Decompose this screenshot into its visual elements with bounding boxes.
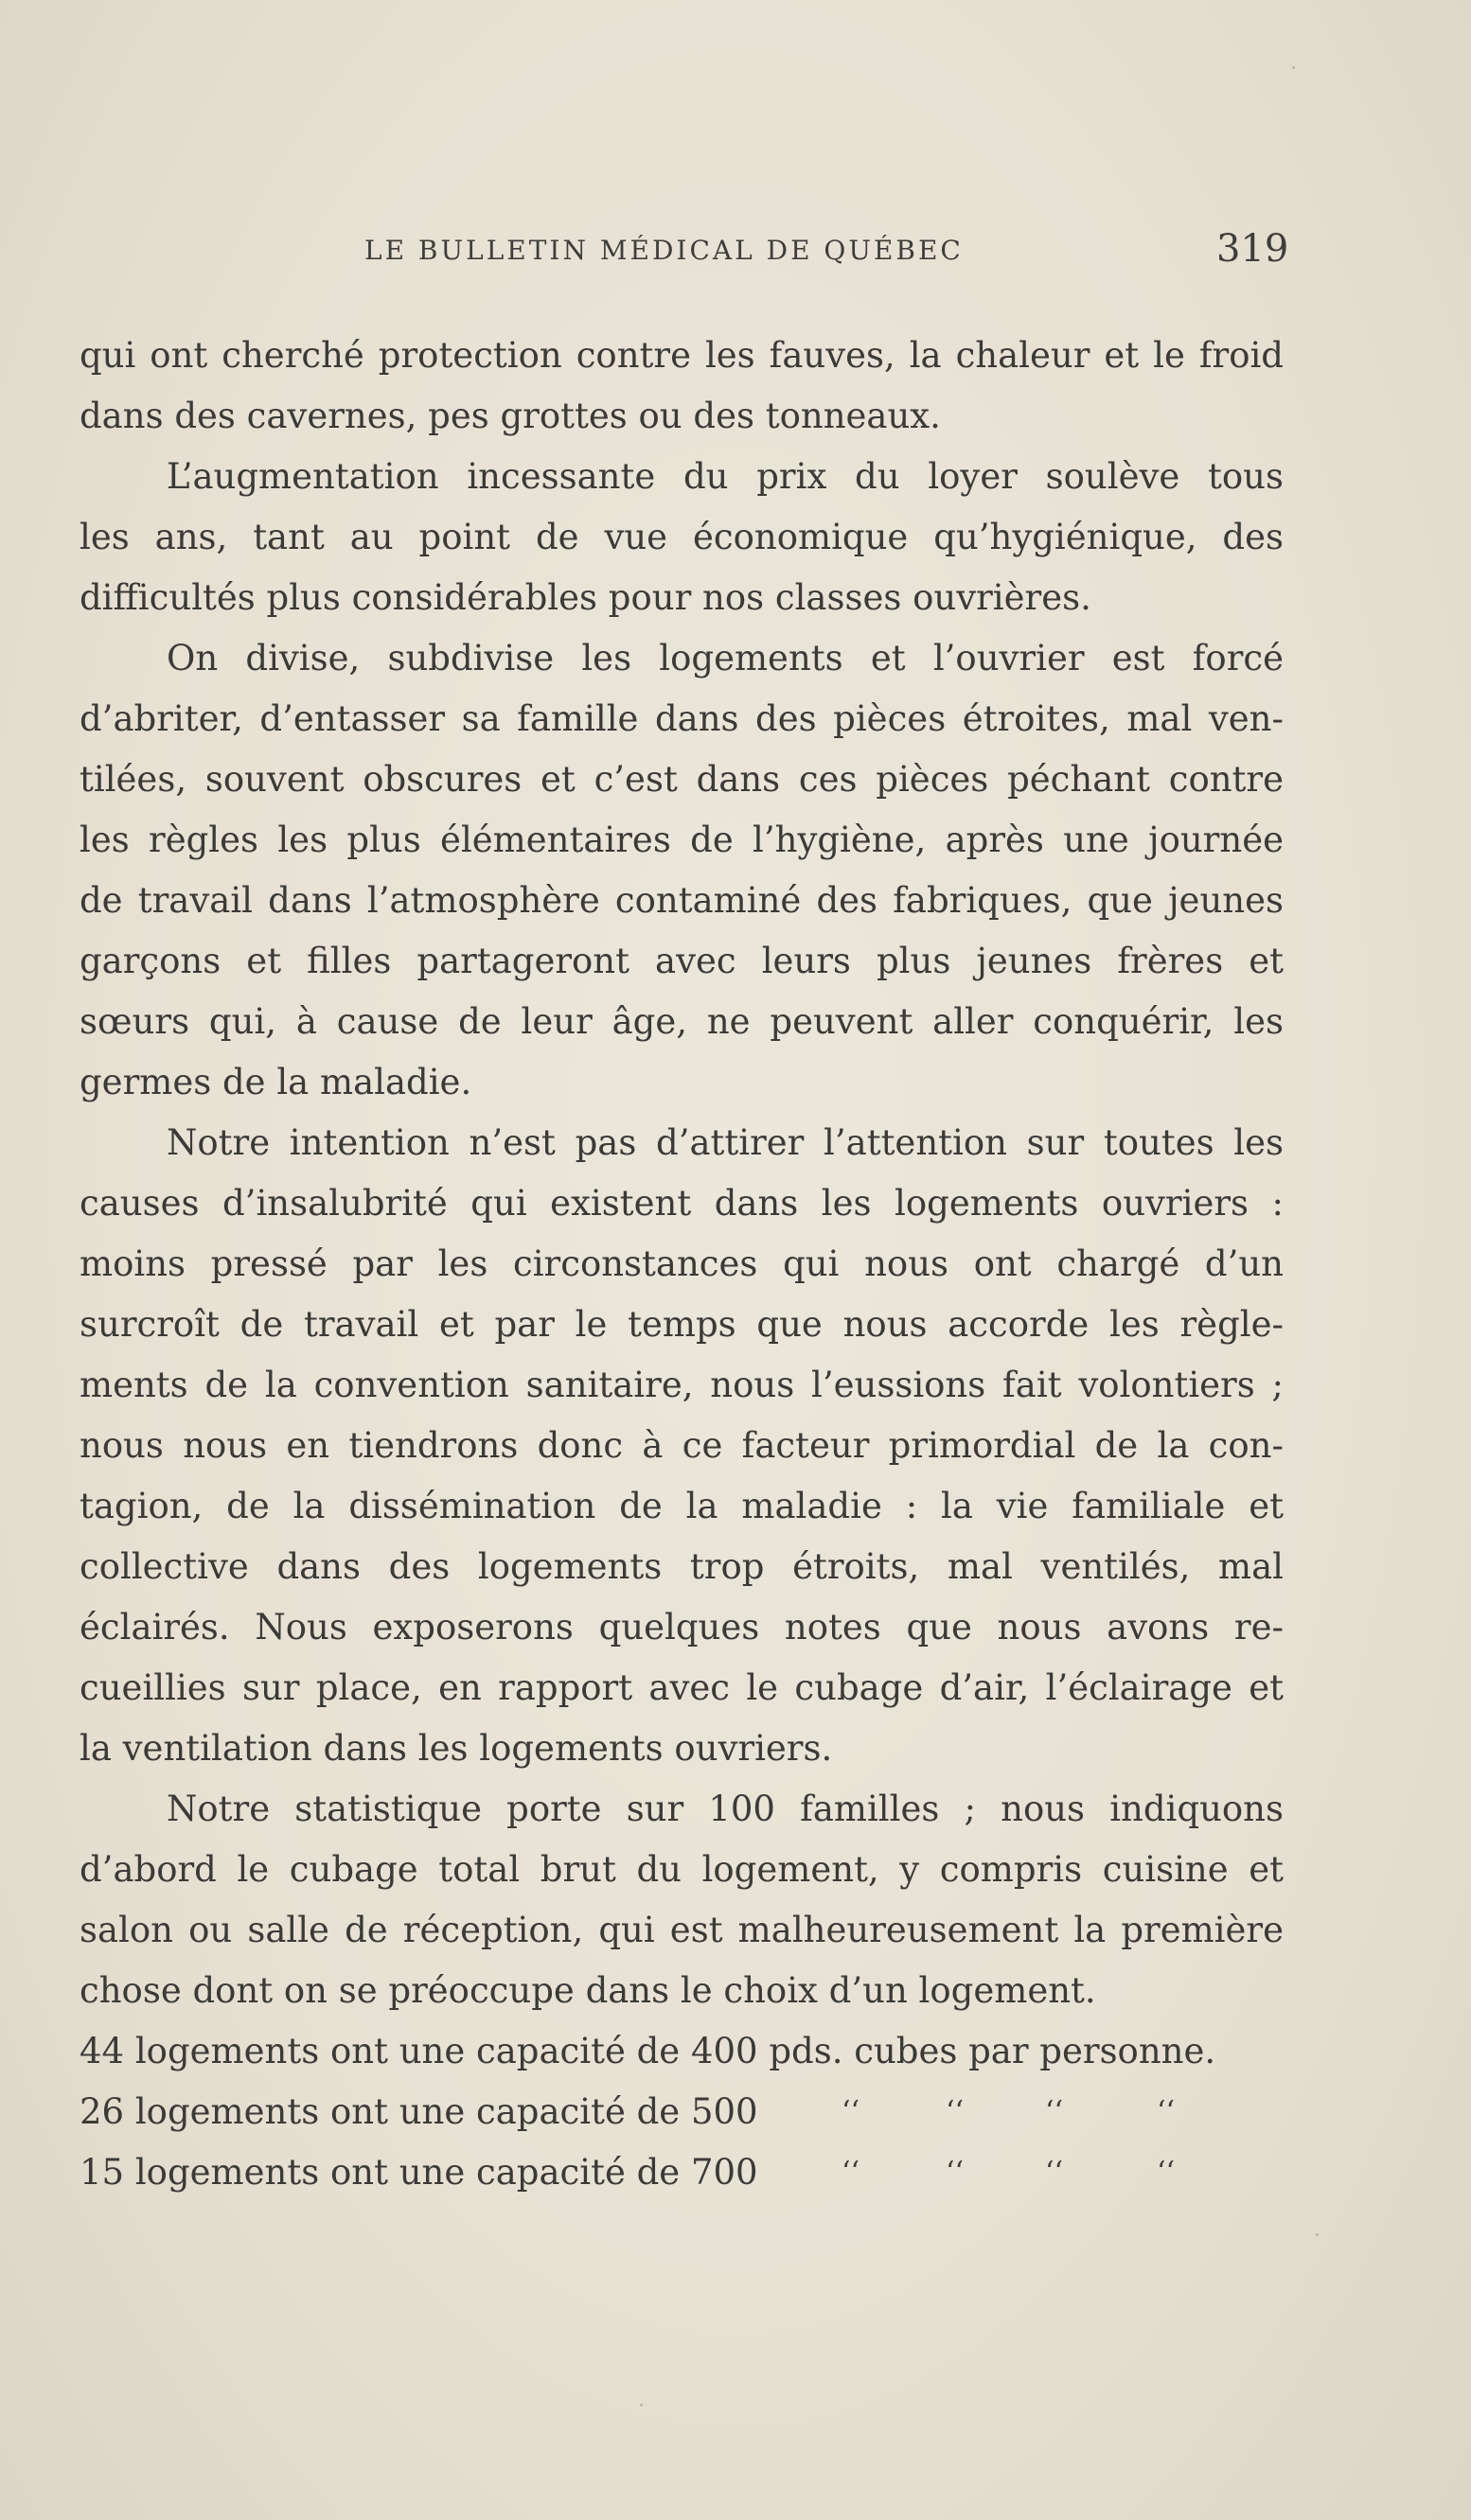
paper-speck [640, 2404, 643, 2406]
ditto-mark: ‘‘ [1045, 2156, 1064, 2189]
ditto-mark: ‘‘ [842, 2095, 860, 2128]
text-line: Notre intention n’est pas d’attirer l’attention sur toutes les [167, 1122, 1284, 1163]
text-line: germes de la maladie. [80, 1062, 472, 1102]
text-line: tagion, de la dissémination de la maladie : la vie familiale et [80, 1486, 1284, 1526]
text-line: collective dans des logements trop étroits, mal ventilés, mal [80, 1546, 1284, 1587]
text-line: les règles les plus élémentaires de l’hygiène, après une journée [80, 819, 1284, 860]
capacity-row-text: 26 logements ont une capacité de 500 [80, 2091, 758, 2132]
capacity-row-text: 15 logements ont une capacité de 700 [80, 2152, 758, 2193]
ditto-mark: ‘‘ [1045, 2095, 1064, 2128]
text-line: salon ou salle de réception, qui est malheureusement la première [80, 1910, 1284, 1950]
text-line: causes d’insalubrité qui existent dans les logements ouvriers : [80, 1183, 1284, 1224]
text-line: dans des cavernes, pes grottes ou des tonneaux. [80, 396, 941, 436]
text-line: la ventilation dans les logements ouvriers. [80, 1728, 833, 1769]
body-text [80, 326, 1284, 2203]
text-line: d’abord le cubage total brut du logement, y compris cuisine et [80, 1849, 1284, 1890]
capacity-row [80, 2082, 1284, 2142]
page-number: 319 [1216, 227, 1289, 271]
capacity-row-text: 44 logements ont une capacité de 400 pds. cubes par personne. [80, 2031, 1216, 2071]
text-line: de travail dans l’atmosphère contaminé des fabriques, que jeunes [80, 880, 1284, 921]
ditto-mark: ‘‘ [1157, 2156, 1176, 2189]
text-line: surcroît de travail et par le temps que nous accorde les règle- [80, 1304, 1284, 1345]
text-line: les ans, tant au point de vue économique qu’hygiénique, des [80, 517, 1284, 557]
text-line: difficultés plus considérables pour nos classes ouvrières. [80, 577, 1091, 618]
text-line: d’abriter, d’entasser sa famille dans des pièces étroites, mal ven- [80, 698, 1284, 739]
ditto-mark: ‘‘ [842, 2156, 860, 2189]
text-line: L’augmentation incessante du prix du loyer soulève tous [167, 456, 1284, 497]
text-line: nous nous en tiendrons donc à ce facteur primordial de la con- [80, 1425, 1284, 1466]
text-line: ments de la convention sanitaire, nous l’eussions fait volontiers ; [80, 1365, 1284, 1405]
text-line: éclairés. Nous exposerons quelques notes que nous avons re- [80, 1607, 1284, 1648]
text-line: On divise, subdivise les logements et l’ouvrier est forcé [167, 638, 1284, 678]
text-line: garçons et filles partageront avec leurs plus jeunes frères et [80, 941, 1284, 981]
text-line: cueillies sur place, en rapport avec le cubage d’air, l’éclairage et [80, 1667, 1284, 1708]
text-line: chose dont on se préoccupe dans le choix d’un logement. [80, 1970, 1096, 2011]
capacity-row [80, 2021, 1284, 2082]
ditto-mark: ‘‘ [946, 2095, 965, 2128]
paper-speck [1316, 2233, 1319, 2236]
running-title: LE BULLETIN MÉDICAL DE QUÉBEC [364, 235, 964, 266]
text-line: Notre statistique porte sur 100 familles ; nous indiquons [167, 1789, 1284, 1829]
text-line: qui ont cherché protection contre les fauves, la chaleur et le froid [80, 335, 1284, 376]
text-line: sœurs qui, à cause de leur âge, ne peuvent aller conquérir, les [80, 1001, 1284, 1042]
text-line: moins pressé par les circonstances qui nous ont chargé d’un [80, 1243, 1284, 1284]
ditto-mark: ‘‘ [1157, 2095, 1176, 2128]
paper-speck [1292, 66, 1295, 69]
capacity-row [80, 2142, 1284, 2203]
text-line: tilées, souvent obscures et c’est dans ces pièces péchant contre [80, 759, 1284, 800]
ditto-mark: ‘‘ [946, 2156, 965, 2189]
